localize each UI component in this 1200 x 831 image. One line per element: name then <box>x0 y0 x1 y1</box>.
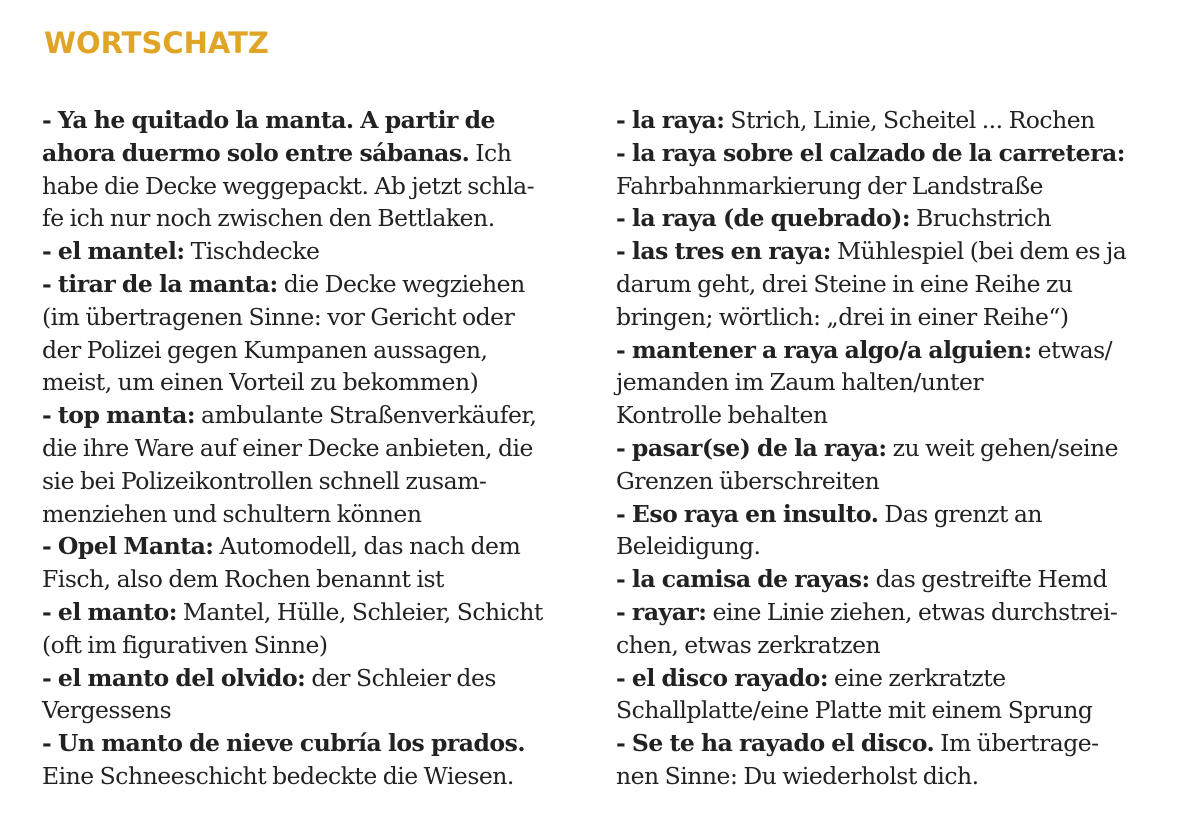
vocab-entry <box>42 530 587 596</box>
vocab-definition: das gestreifte Hemd <box>869 565 1108 594</box>
vocab-definition: ambulante Straßenverkäufer, die ihre Ware auf einer Decke anbieten, die sie bei Polizeikontrollen schnell zusam- menziehen und schultern können <box>42 401 537 528</box>
vocab-term: - el disco rayado: <box>616 663 829 692</box>
vocab-entry <box>616 596 1176 662</box>
vocab-definition: die Decke wegziehen (im übertragenen Sinne: vor Gericht oder der Polizei gegen Kumpanen aussagen, meist, um einen Vorteil zu bekommen) <box>42 269 525 397</box>
section-heading: WORTSCHATZ <box>44 26 269 60</box>
vocab-term: - mantener a raya algo/a alguien: <box>616 335 1032 364</box>
vocab-term: - top manta: <box>42 401 196 430</box>
vocab-term: - Eso raya en insulto. <box>616 499 879 528</box>
vocab-term: - las tres en raya: <box>616 237 831 266</box>
vocab-term: - el manto: <box>42 597 177 626</box>
vocab-term: - la camisa de rayas: <box>616 565 870 594</box>
vocab-term: - Un manto de nieve cubría los prados. <box>42 729 526 758</box>
vocab-entry <box>616 662 1176 728</box>
vocab-definition: eine Linie ziehen, etwas durchstrei- chen, etwas zerkratzen <box>616 597 1118 659</box>
vocab-definition: Eine Schneeschicht bedeckte die Wiesen. <box>42 761 514 790</box>
vocab-entry <box>42 104 587 235</box>
vocab-term: - la raya: <box>616 106 725 134</box>
vocab-definition: eine zerkratzte Schallplatte/eine Platte mit einem Sprung <box>616 663 1093 725</box>
vocab-entry <box>616 563 1176 596</box>
vocab-entry <box>616 727 1176 793</box>
vocab-definition: Das grenzt an Beleidigung. <box>616 499 1043 561</box>
vocab-definition: etwas/ jemanden im Zaum halten/unter Kontrolle behalten <box>616 335 1113 430</box>
vocab-term: - rayar: <box>616 597 707 626</box>
vocab-term: - la raya sobre el calzado de la carretera: <box>616 138 1125 167</box>
vocab-definition: Im übertrage- nen Sinne: Du wiederholst dich. <box>616 729 1099 790</box>
vocab-entry <box>42 596 587 662</box>
vocab-entry <box>42 662 587 728</box>
vocab-definition: zu weit gehen/seine Grenzen überschreiten <box>616 433 1119 495</box>
vocab-term: - Se te ha rayado el disco. <box>616 729 935 758</box>
vocab-term: - Ya he quitado la manta. A partir de ahora duermo solo entre sábanas. <box>42 106 495 167</box>
vocab-term: - la raya (de quebrado): <box>616 204 911 233</box>
vocab-entry <box>616 104 1176 137</box>
vocab-definition: der Schleier des Vergessens <box>42 663 496 725</box>
vocab-entry <box>616 235 1176 333</box>
vocab-term: - el manto del olvido: <box>42 663 306 692</box>
vocab-term: - Opel Manta: <box>42 532 214 561</box>
vocab-definition: Strich, Linie, Scheitel ... Rochen <box>724 106 1095 134</box>
left-column <box>42 104 587 793</box>
vocab-definition: Mühlespiel (bei dem es ja darum geht, drei Steine in eine Reihe zu bringen; wörtlich: „drei in einer Reihe“) <box>616 237 1127 331</box>
vocab-definition: Bruchstrich <box>910 204 1052 233</box>
vocab-term: - tirar de la manta: <box>42 269 278 298</box>
vocab-entry <box>616 137 1176 203</box>
vocab-entry <box>42 727 587 793</box>
vocab-entry <box>616 498 1176 564</box>
vocab-entry <box>42 268 587 399</box>
vocab-definition: Mantel, Hülle, Schleier, Schicht (oft im figurativen Sinne) <box>42 597 543 659</box>
vocab-term: - pasar(se) de la raya: <box>616 433 887 462</box>
vocab-term: - el mantel: <box>42 237 185 266</box>
vocab-definition: Fahrbahnmarkierung der Landstraße <box>616 171 1043 200</box>
vocab-entry <box>616 334 1176 432</box>
right-column <box>616 104 1176 793</box>
vocab-entry <box>42 235 587 268</box>
vocab-definition: Tischdecke <box>184 237 320 266</box>
vocab-definition: Automodell, das nach dem Fisch, also dem Rochen benannt ist <box>42 532 521 594</box>
vocab-entry <box>616 432 1176 498</box>
vocab-definition: Ich habe die Decke weggepackt. Ab jetzt schla- fe ich nur noch zwischen den Bettlaken. <box>42 138 535 233</box>
vocab-entry <box>616 202 1176 235</box>
vocab-entry <box>42 399 587 530</box>
